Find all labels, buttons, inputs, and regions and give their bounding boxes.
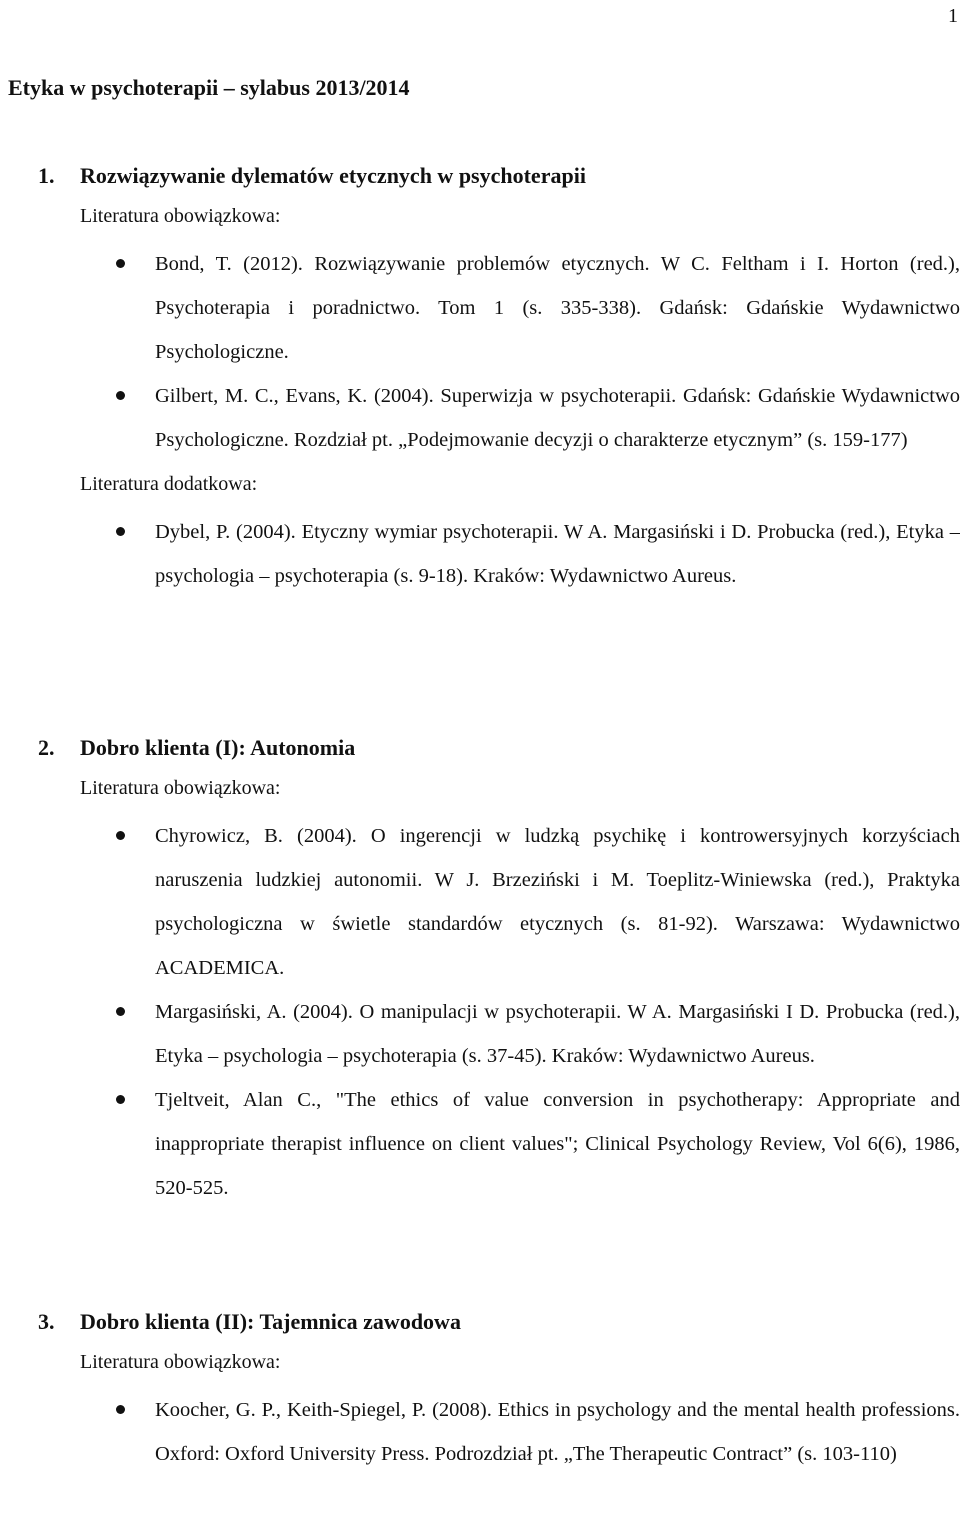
section-2 — [0, 732, 960, 1210]
section-title: Rozwiązywanie dylematów etycznych w psychoterapii — [80, 163, 586, 188]
bullet-icon — [116, 527, 125, 536]
list-item — [155, 374, 960, 462]
citation-text: Bond, T. (2012). Rozwiązywanie problemów etycznych. W C. Feltham i I. Horton (red.), Psychoterapia i poradnictwo. Tom 1 (s. 335-338). Gdańsk: Gdańskie Wydawnictwo Psychologiczne. — [155, 253, 960, 363]
required-literature-label: Literatura obowiązkowa: — [80, 205, 281, 227]
required-literature-list — [0, 814, 960, 1210]
list-item — [155, 814, 960, 990]
required-literature-list — [0, 1388, 960, 1476]
section-heading — [0, 1306, 960, 1338]
page-number: 1 — [948, 5, 958, 27]
list-item — [155, 510, 960, 598]
bullet-icon — [116, 1405, 125, 1414]
citation-text: Margasiński, A. (2004). O manipulacji w psychoterapii. W A. Margasiński I D. Probucka (red.), Etyka – psychologia – psychoterapia (s. 37-45). Kraków: Wydawnictwo Aureus. — [155, 1001, 960, 1067]
citation-text: Gilbert, M. C., Evans, K. (2004). Superwizja w psychoterapii. Gdańsk: Gdańskie Wydawnictwo Psychologiczne. Rozdział pt. „Podejmowanie decyzji o charakterze etycznym” (s. 159-177) — [155, 385, 960, 451]
list-item — [155, 990, 960, 1078]
bullet-icon — [116, 1007, 125, 1016]
section-heading — [0, 160, 960, 192]
section-number: 1. — [38, 163, 55, 188]
additional-literature-list — [0, 510, 960, 598]
section-heading — [0, 732, 960, 764]
bullet-icon — [116, 391, 125, 400]
document-title: Etyka w psychoterapii – sylabus 2013/2014 — [8, 75, 410, 100]
bullet-icon — [116, 831, 125, 840]
citation-text: Tjeltveit, Alan C., "The ethics of value conversion in psychotherapy: Appropriate and inappropriate therapist influence on client values"; Clinical Psychology Review, Vol 6(6), 1986, 520-525. — [155, 1089, 960, 1199]
citation-text: Chyrowicz, B. (2004). O ingerencji w ludzką psychikę i kontrowersyjnych korzyściach naruszenia ludzkiej autonomii. W J. Brzeziński i M. Toeplitz-Winiewska (red.), Praktyka psychologiczna w świetle standardów etycznych (s. 81-92). Warszawa: Wydawnictwo ACADEMICA. — [155, 825, 960, 979]
section-number: 3. — [38, 1309, 55, 1334]
section-1 — [0, 160, 960, 598]
required-literature-list — [0, 242, 960, 462]
list-item — [155, 1078, 960, 1210]
bullet-icon — [116, 259, 125, 268]
citation-text: Koocher, G. P., Keith-Spiegel, P. (2008). Ethics in psychology and the mental health professions. Oxford: Oxford University Press. Podrozdział pt. „The Therapeutic Contract” (s. 103-110) — [155, 1399, 960, 1465]
list-item — [155, 1388, 960, 1476]
section-title: Dobro klienta (I): Autonomia — [80, 735, 356, 760]
section-title: Dobro klienta (II): Tajemnica zawodowa — [80, 1309, 461, 1334]
required-literature-label: Literatura obowiązkowa: — [80, 777, 281, 799]
bullet-icon — [116, 1095, 125, 1104]
list-item — [155, 242, 960, 374]
required-literature-label: Literatura obowiązkowa: — [80, 1351, 281, 1373]
citation-text: Dybel, P. (2004). Etyczny wymiar psychoterapii. W A. Margasiński i D. Probucka (red.), Etyka – psychologia – psychoterapia (s. 9-18). Kraków: Wydawnictwo Aureus. — [155, 521, 960, 587]
section-number: 2. — [38, 735, 55, 760]
additional-literature-label: Literatura dodatkowa: — [80, 473, 258, 495]
section-3 — [0, 1306, 960, 1476]
